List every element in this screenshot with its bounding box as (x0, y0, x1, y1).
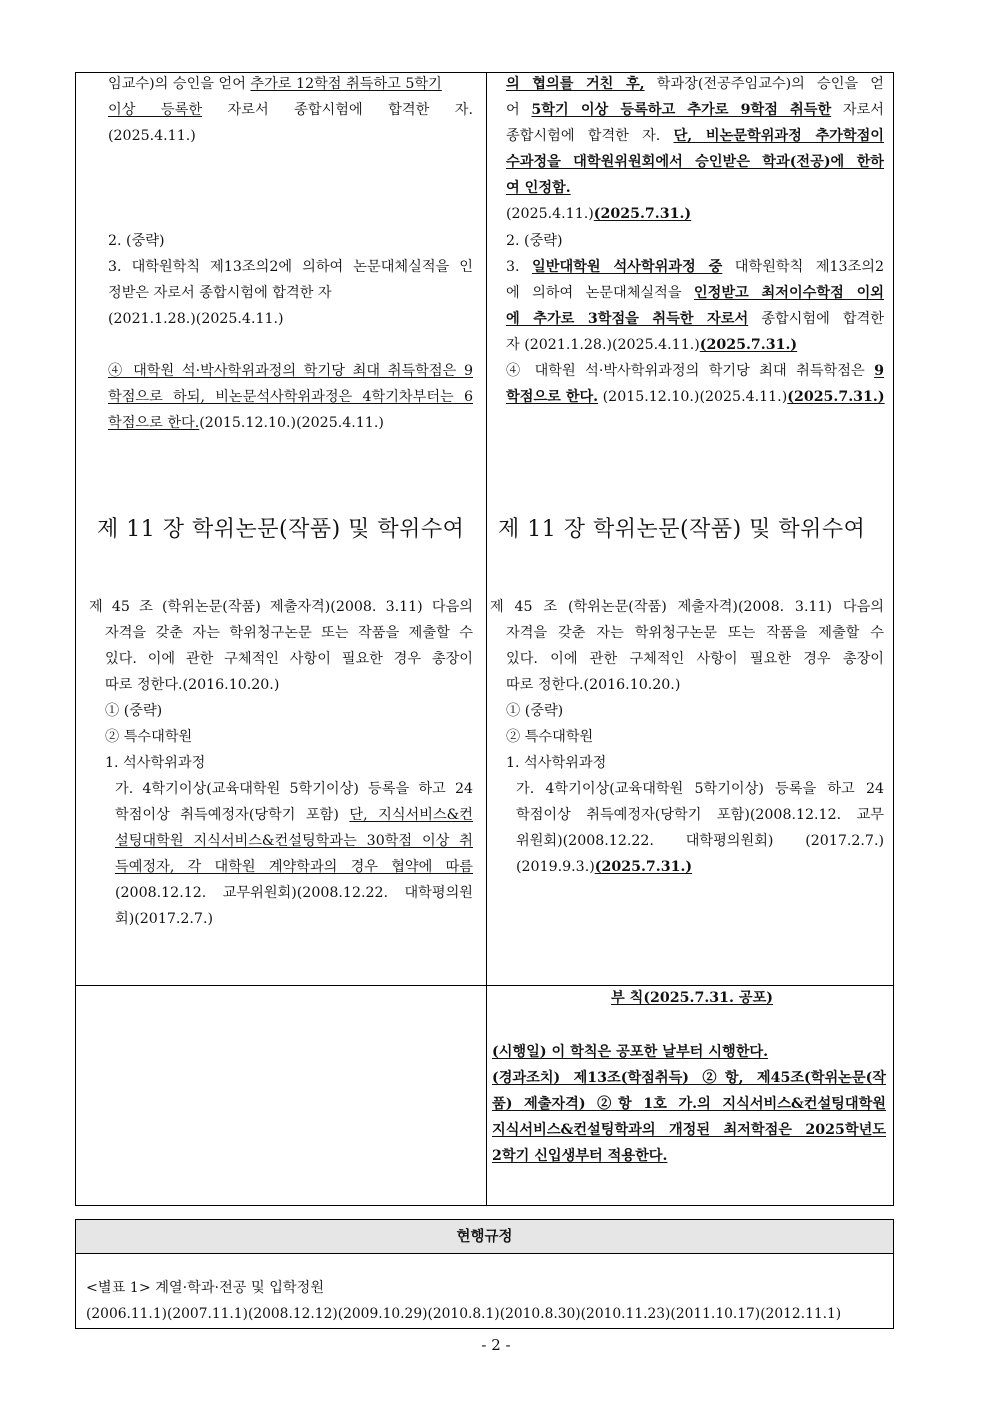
left-clause-line (108, 309, 473, 329)
right-clause-line (506, 126, 884, 146)
current-regulation-header: 현행규정 (76, 1220, 893, 1254)
right-clause-text: 인정받고 최저이수학점 이외 (693, 285, 884, 301)
right-article-line (506, 675, 884, 695)
left-clause-text: 2. (중략) (108, 233, 165, 249)
annex-title: <별표 1> 계열·학과·전공 및 입학정원 (86, 1280, 325, 1296)
left-article-line (105, 675, 473, 695)
left-clause-text: 자로서 종합시험에 합격한 자. (202, 102, 473, 118)
right-clause-text: (2025.7.31.) (593, 206, 692, 222)
right-clause-text: 종합시험에 합격한 (748, 311, 884, 327)
right-clause-line (506, 335, 884, 355)
supplementary-title: 부 칙(2025.7.31. 공포) (610, 990, 774, 1006)
left-article-line (89, 597, 473, 617)
right-clause-text: (2025.7.31.) (699, 337, 798, 353)
comparison-table (75, 72, 894, 1206)
right-article-line (506, 649, 884, 669)
supplementary-line (492, 1042, 886, 1062)
left-article-text: 있다. 이에 관한 구체적인 사항이 필요한 경우 총장이 (105, 651, 473, 667)
right-article-text: 위원회)(2008.12.22. 대학평의원회) (2017.2.7.) (516, 833, 884, 849)
left-article-line (115, 909, 473, 929)
left-clause-line (108, 126, 473, 146)
right-clause-text: 5학기 이상 등록하고 추가로 9학점 취득한 (531, 102, 832, 118)
right-article-line (506, 623, 884, 643)
right-clause-line (506, 231, 884, 251)
right-article-line (516, 805, 884, 825)
left-clause-line (108, 361, 473, 381)
right-clause-text: 자로서 (831, 102, 884, 118)
left-clause-line (108, 413, 473, 433)
right-article-text: ① (중략) (506, 703, 564, 719)
right-clause-text: 2. (중략) (506, 233, 563, 249)
left-article-text: 회)(2017.2.7.) (115, 911, 213, 927)
left-clause-text: 이상 등록한 (108, 102, 203, 118)
left-article-line (105, 623, 473, 643)
left-article-text: 자격을 갖춘 자는 학위청구논문 또는 작품을 제출할 수 (105, 625, 473, 641)
right-clause-text: 에 의하여 논문대체실적을 (506, 285, 694, 301)
left-clause-line (108, 283, 473, 303)
left-article-text: 학점이상 취득예정자(당학기 포함) (115, 807, 350, 823)
right-article-text: 제 45 조 (학위논문(작품) 제출자격)(2008. 3.11) 다음의 (490, 599, 884, 615)
right-clause-line (506, 257, 884, 277)
right-clause-text: (2025.4.11.) (506, 206, 594, 222)
right-clause-text: 수과정을 대학원위원회에서 승인받은 학과(전공)에 한하 (506, 154, 884, 170)
right-clause-text: 에 추가로 3학점을 취득한 자로서 (506, 311, 749, 327)
left-article-text: 제 45 조 (학위논문(작품) 제출자격)(2008. 3.11) 다음의 (89, 599, 473, 615)
supplementary-text: 품) 제출자격) ②항 1호 가.의 지식서비스&컨설팅대학원 (492, 1096, 886, 1112)
right-clause-line (506, 178, 884, 198)
right-clause-line (506, 387, 884, 407)
right-article-text: ② 특수대학원 (506, 729, 594, 745)
left-article-line (105, 753, 473, 773)
right-clause-text: 단, 비논문학위과정 추가학점이 (673, 128, 884, 144)
left-article-text: 단, 지식서비스&컨 (349, 807, 473, 823)
right-article-line (506, 701, 884, 721)
right-clause-text: 학과장(전공주임교수)의 승인을 얻 (644, 76, 884, 92)
annex-revision-dates: (2006.11.1)(2007.11.1)(2008.12.12)(2009.10.29)(2010.8.1)(2010.8.30)(2010.11.23)(2011.10.17)(2012.11.1) (86, 1306, 842, 1322)
left-article-text: 득예정자, 각 대학원 계약학과의 경우 협약에 따름 (115, 859, 473, 875)
right-article-line (516, 857, 884, 877)
right-clause-text: 의 협의를 거친 후, (506, 76, 645, 92)
right-article-line (516, 831, 884, 851)
right-article-line (506, 727, 884, 747)
right-clause-text: 학점으로 한다. (506, 389, 599, 405)
right-clause-line (506, 100, 884, 120)
supplementary-line (492, 1120, 886, 1140)
left-clause-text: 추가로 12학점 취득하고 5학기 (250, 76, 442, 92)
right-article-text: (2019.9.3.) (516, 859, 595, 875)
right-article-text: 있다. 이에 관한 구체적인 사항이 필요한 경우 총장이 (506, 651, 884, 667)
page-number: - 2 - (481, 1336, 511, 1354)
column-divider (486, 73, 487, 1205)
right-clause-text: 어 (506, 102, 532, 118)
right-article-text: 1. 석사학위과정 (506, 755, 607, 771)
right-article-line (490, 597, 884, 617)
right-article-line (506, 753, 884, 773)
left-article-line (115, 883, 473, 903)
left-clause-text: ④ 대학원 석·박사학위과정의 학기당 최대 취득학점은 9 (108, 363, 473, 379)
right-article-text: 가. 4학기이상(교육대학원 5학기이상) 등록을 하고 24 (516, 781, 884, 797)
left-article-line (105, 649, 473, 669)
right-clause-line (506, 152, 884, 172)
left-clause-line (108, 100, 473, 120)
right-clause-line (506, 361, 884, 381)
left-article-text: ② 특수대학원 (105, 729, 193, 745)
right-article-text: (2025.7.31.) (594, 859, 693, 875)
right-clause-line (506, 204, 884, 224)
left-article-text: (2008.12.12. 교무위원회)(2008.12.22. 대학평의원 (115, 885, 473, 901)
left-article-line (115, 779, 473, 799)
right-article-text: 자격을 갖춘 자는 학위청구논문 또는 작품을 제출할 수 (506, 625, 884, 641)
right-clause-text: 종합시험에 합격한 자. (506, 128, 674, 144)
right-article-text: 학점이상 취득예정자(당학기 포함)(2008.12.12. 교무 (516, 807, 884, 823)
right-clause-text: ④ 대학원 석·박사학위과정의 학기당 최대 취득학점은 (506, 363, 875, 379)
right-clause-text: (2015.12.10.)(2025.4.11.) (598, 389, 788, 405)
supplementary-line (492, 1146, 886, 1166)
left-article-line (115, 805, 473, 825)
supplementary-text: (시행일) 이 학칙은 공포한 날부터 시행한다. (492, 1044, 769, 1060)
left-clause-line (108, 387, 473, 407)
left-clause-text: (2021.1.28.)(2025.4.11.) (108, 311, 284, 327)
left-clause-text: 학점으로 하되, 비논문석사학위과정은 4학기차부터는 6 (108, 389, 473, 405)
current-regulation-box (75, 1219, 894, 1329)
supplementary-text: 2학기 신입생부터 적용한다. (492, 1148, 668, 1164)
supplementary-text: 지식서비스&컨설팅학과의 개정된 최저학점은 2025학년도 (492, 1122, 886, 1138)
row-divider (76, 985, 893, 986)
right-clause-line (506, 74, 884, 94)
left-clause-text: 임교수)의 승인을 얻어 (108, 76, 251, 92)
left-article-text: 따로 정한다.(2016.10.20.) (105, 677, 280, 693)
left-clause-text: (2025.4.11.) (108, 128, 196, 144)
left-article-text: 설팅대학원 지식서비스&컨설팅학과는 30학점 이상 취 (115, 833, 473, 849)
right-clause-text: 일반대학원 석사학위과정 중 (532, 259, 723, 275)
left-clause-text: 3. 대학원학칙 제13조의2에 의하여 논문대체실적을 인 (108, 259, 473, 275)
supplementary-line (492, 1068, 886, 1088)
left-clause-text: (2015.12.10.)(2025.4.11.) (199, 415, 384, 431)
left-clause-line (108, 231, 473, 251)
left-article-text: 1. 석사학위과정 (105, 755, 206, 771)
right-article-text: 따로 정한다.(2016.10.20.) (506, 677, 681, 693)
right-clause-text: 여 인정함. (506, 180, 571, 196)
supplementary-line (492, 1094, 886, 1114)
left-article-line (105, 727, 473, 747)
right-clause-text: 3. (506, 259, 533, 275)
left-clause-line (108, 257, 473, 277)
right-clause-text: 대학원학칙 제13조의2 (722, 259, 885, 275)
right-clause-line (506, 309, 884, 329)
right-clause-text: 9 (874, 363, 884, 379)
supplementary-text: (경과조치) 제13조(학점취득) ②항, 제45조(학위논문(작 (492, 1070, 886, 1086)
left-clause-text: 정받은 자로서 종합시험에 합격한 자 (108, 285, 332, 301)
left-article-text: ① (중략) (105, 703, 163, 719)
right-article-line (516, 779, 884, 799)
left-article-line (115, 831, 473, 851)
right-clause-text: 자 (2021.1.28.)(2025.4.11.) (506, 337, 700, 353)
left-article-line (105, 701, 473, 721)
chapter-heading-left: 제 11 장 학위논문(작품) 및 학위수여 (97, 517, 465, 542)
left-article-text: 가. 4학기이상(교육대학원 5학기이상) 등록을 하고 24 (115, 781, 473, 797)
left-clause-text: 학점으로 한다. (108, 415, 200, 431)
chapter-heading-right: 제 11 장 학위논문(작품) 및 학위수여 (498, 517, 866, 542)
right-clause-line (506, 283, 884, 303)
left-clause-line (108, 74, 473, 94)
left-article-line (115, 857, 473, 877)
right-clause-text: (2025.7.31.) (787, 389, 885, 405)
